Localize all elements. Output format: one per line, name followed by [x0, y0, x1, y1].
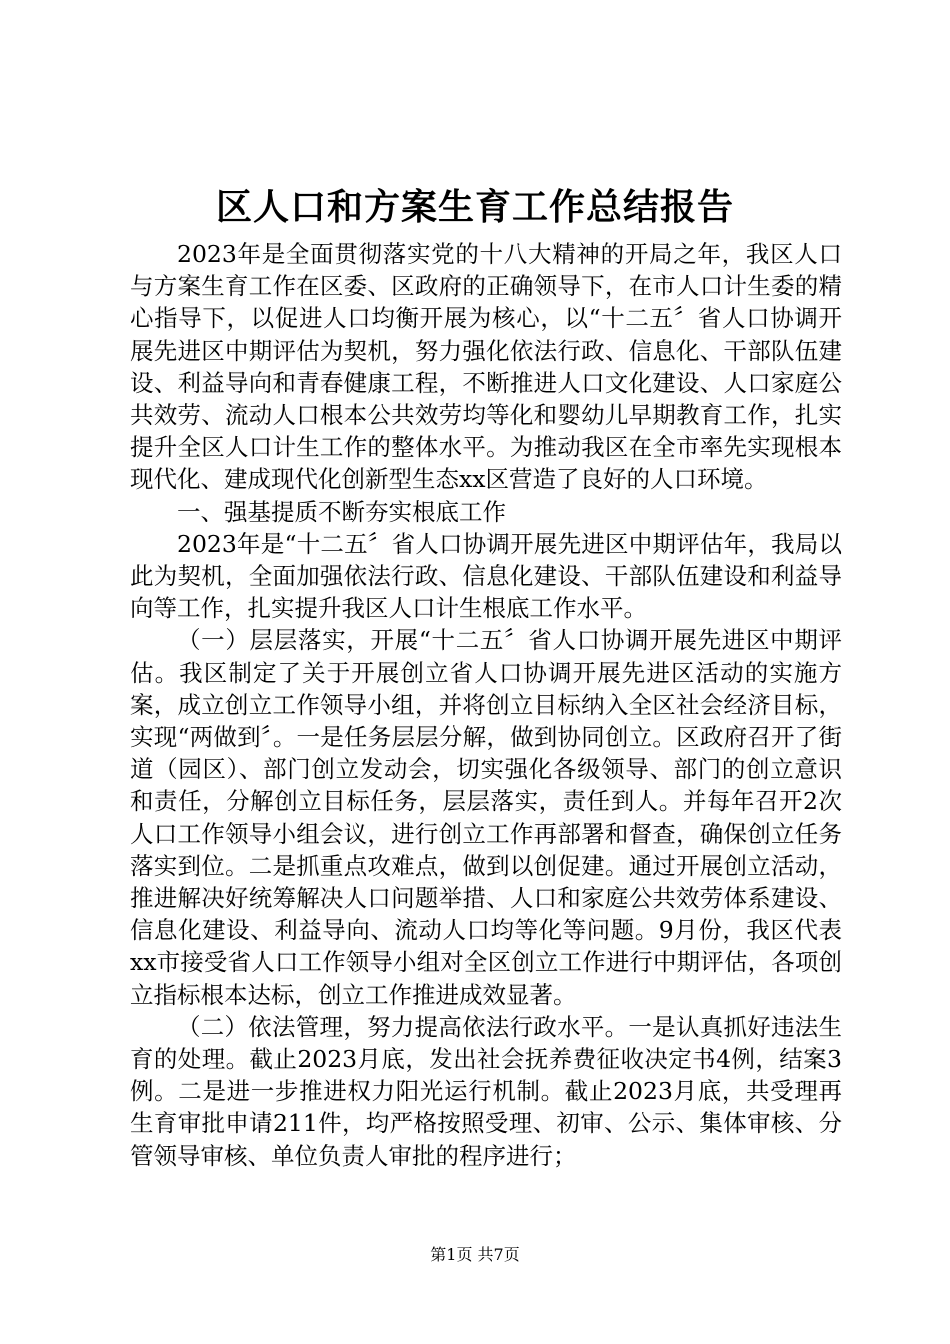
- document-body: [130, 238, 842, 1172]
- paragraph-section-1-intro: 2023年是“十二五〞省人口协调开展先进区中期评估年，我局以此为契机，全面加强依法行政、信息化建设、干部队伍建设和利益导向等工作，扎实提升我区人口计生根底工作水平。: [130, 529, 842, 623]
- paragraph-subsection-1: （一）层层落实，开展“十二五〞省人口协调开展先进区中期评估。我区制定了关于开展创立省人口协调开展先进区活动的实施方案，成立创立工作领导小组，并将创立目标纳入全区社会经济目标，实现“两做到〞。一是任务层层分解，做到协同创立。区政府召开了街道（园区）、部门创立发动会，切实强化各级领导、部门的创立意识和责任，分解创立目标任务，层层落实，责任到人。并每年召开2次人口工作领导小组会议，进行创立工作再部署和督查，确保创立任务落实到位。二是抓重点攻难点，做到以创促建。通过开展创立活动，推进解决好统筹解决人口问题举措、人口和家庭公共效劳体系建设、信息化建设、利益导向、流动人口均等化等问题。9月份，我区代表xx市接受省人口工作领导小组对全区创立工作进行中期评估，各项创立指标根本达标，创立工作推进成效显著。: [130, 626, 842, 1009]
- page-footer: 第1页 共7页: [430, 1245, 520, 1264]
- paragraph-subsection-2: （二）依法管理，努力提高依法行政水平。一是认真抓好违法生育的处理。截止2023月底，发出社会抚养费征收决定书4例，结案3例。二是进一步推进权力阳光运行机制。截止2023月底，共受理再生育审批申请211件，均严格按照受理、初审、公示、集体审核、分管领导审核、单位负责人审批的程序进行；: [130, 1012, 842, 1170]
- section-heading-1: 一、强基提质不断夯实根底工作: [177, 497, 506, 526]
- document-title: 区人口和方案生育工作总结报告: [215, 186, 734, 228]
- paragraph-intro: 2023年是全面贯彻落实党的十八大精神的开局之年，我区人口与方案生育工作在区委、区政府的正确领导下，在市人口计生委的精心指导下，以促进人口均衡开展为核心，以“十二五〞省人口协调开展先进区中期评估为契机，努力强化依法行政、信息化、干部队伍建设、利益导向和青春健康工程，不断推进人口文化建设、人口家庭公共效劳、流动人口根本公共效劳均等化和婴幼儿早期教育工作，扎实提升全区人口计生工作的整体水平。为推动我区在全市率先实现根本现代化、建成现代化创新型生态xx区营造了良好的人口环境。: [130, 240, 842, 494]
